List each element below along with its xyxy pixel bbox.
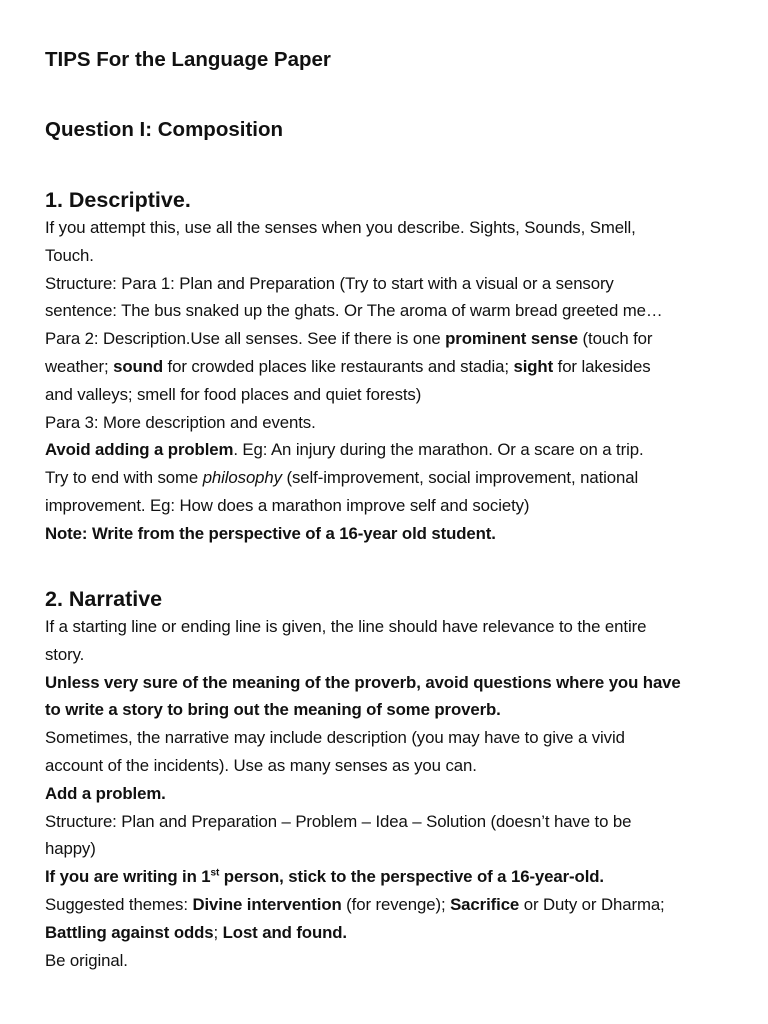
- bold-phrase: prominent sense: [445, 329, 578, 349]
- bold-phrase: Divine intervention: [192, 894, 342, 914]
- descriptive-section: [45, 186, 735, 548]
- text-line: Structure: Plan and Preparation – Problem – Idea – Solution (doesn’t have to be: [45, 811, 632, 831]
- text-line: [45, 780, 735, 808]
- text-line: Sometimes, the narrative may include description (you may have to give a vivid: [45, 728, 625, 748]
- text-line: and valleys; smell for food places and quiet forests): [45, 384, 422, 404]
- text-line: [45, 436, 735, 464]
- text-run: person, stick to the perspective of a 16-year-old.: [219, 867, 604, 887]
- text-run: for crowded places like restaurants and stadia;: [162, 356, 514, 376]
- text-line: Touch.: [45, 245, 94, 265]
- text-line: happy): [45, 839, 96, 859]
- narrative-section: [45, 585, 735, 974]
- bold-phrase: Avoid adding a problem: [45, 440, 234, 460]
- text-line: [45, 325, 735, 353]
- text-run: (touch for: [577, 329, 653, 349]
- document-title: TIPS For the Language Paper: [45, 48, 331, 71]
- text-run: (self-improvement, social improvement, national: [281, 468, 639, 488]
- text-line: [45, 696, 735, 724]
- text-line: story.: [45, 644, 85, 664]
- note-line: [45, 520, 735, 548]
- bold-phrase: [45, 867, 604, 886]
- bold-phrase: sight: [513, 356, 554, 376]
- text-line: Be original.: [45, 950, 128, 970]
- text-line: Para 3: More description and events.: [45, 412, 316, 432]
- italic-phrase: philosophy: [202, 468, 282, 488]
- narrative-heading: 2. Narrative: [45, 587, 163, 611]
- text-run: Suggested themes:: [45, 894, 193, 914]
- text-line: [45, 669, 735, 697]
- text-line: sentence: The bus snaked up the ghats. Or The aroma of warm bread greeted me…: [45, 301, 663, 321]
- text-line: [45, 919, 735, 947]
- question-heading: Question I: Composition: [45, 118, 284, 141]
- ordinal-suffix: st: [210, 867, 220, 879]
- bold-phrase: Note: Write from the perspective of a 16-year old student.: [45, 523, 496, 543]
- text-line: [45, 464, 735, 492]
- text-line: If you attempt this, use all the senses when you describe. Sights, Sounds, Smell,: [45, 218, 636, 237]
- text-line: improvement. Eg: How does a marathon improve self and society): [45, 495, 530, 515]
- bold-phrase: Unless very sure of the meaning of the proverb, avoid questions where you have: [45, 672, 681, 692]
- text-run: If you are writing in 1: [45, 867, 211, 887]
- text-run: or Duty or Dharma;: [519, 894, 665, 914]
- text-run: Try to end with some: [45, 468, 203, 488]
- text-run: . Eg: An injury during the marathon. Or a scare on a trip.: [233, 440, 644, 460]
- bold-phrase: sound: [113, 356, 163, 376]
- text-run: Para 2: Description.Use all senses. See if there is one: [45, 329, 446, 349]
- text-run: weather;: [45, 356, 114, 376]
- bold-phrase: to write a story to bring out the meaning of some proverb.: [45, 700, 501, 720]
- bold-phrase: Battling against odds: [45, 922, 214, 942]
- narrative-body: [45, 613, 735, 974]
- text-run: (for revenge);: [341, 894, 451, 914]
- text-line: [45, 863, 735, 891]
- bold-phrase: Add a problem.: [45, 783, 166, 803]
- text-line: [45, 891, 735, 919]
- descriptive-body: [45, 214, 735, 548]
- text-line: Structure: Para 1: Plan and Preparation (Try to start with a visual or a sensory: [45, 273, 614, 293]
- text-line: account of the incidents). Use as many senses as you can.: [45, 755, 477, 775]
- bold-phrase: Sacrifice: [450, 894, 520, 914]
- text-line: [45, 353, 735, 381]
- descriptive-heading: 1. Descriptive.: [45, 188, 191, 212]
- bold-phrase: Lost and found.: [222, 922, 347, 942]
- text-run: ;: [213, 922, 223, 942]
- text-line: If a starting line or ending line is given, the line should have relevance to the entire: [45, 617, 647, 636]
- text-run: for lakesides: [553, 356, 651, 376]
